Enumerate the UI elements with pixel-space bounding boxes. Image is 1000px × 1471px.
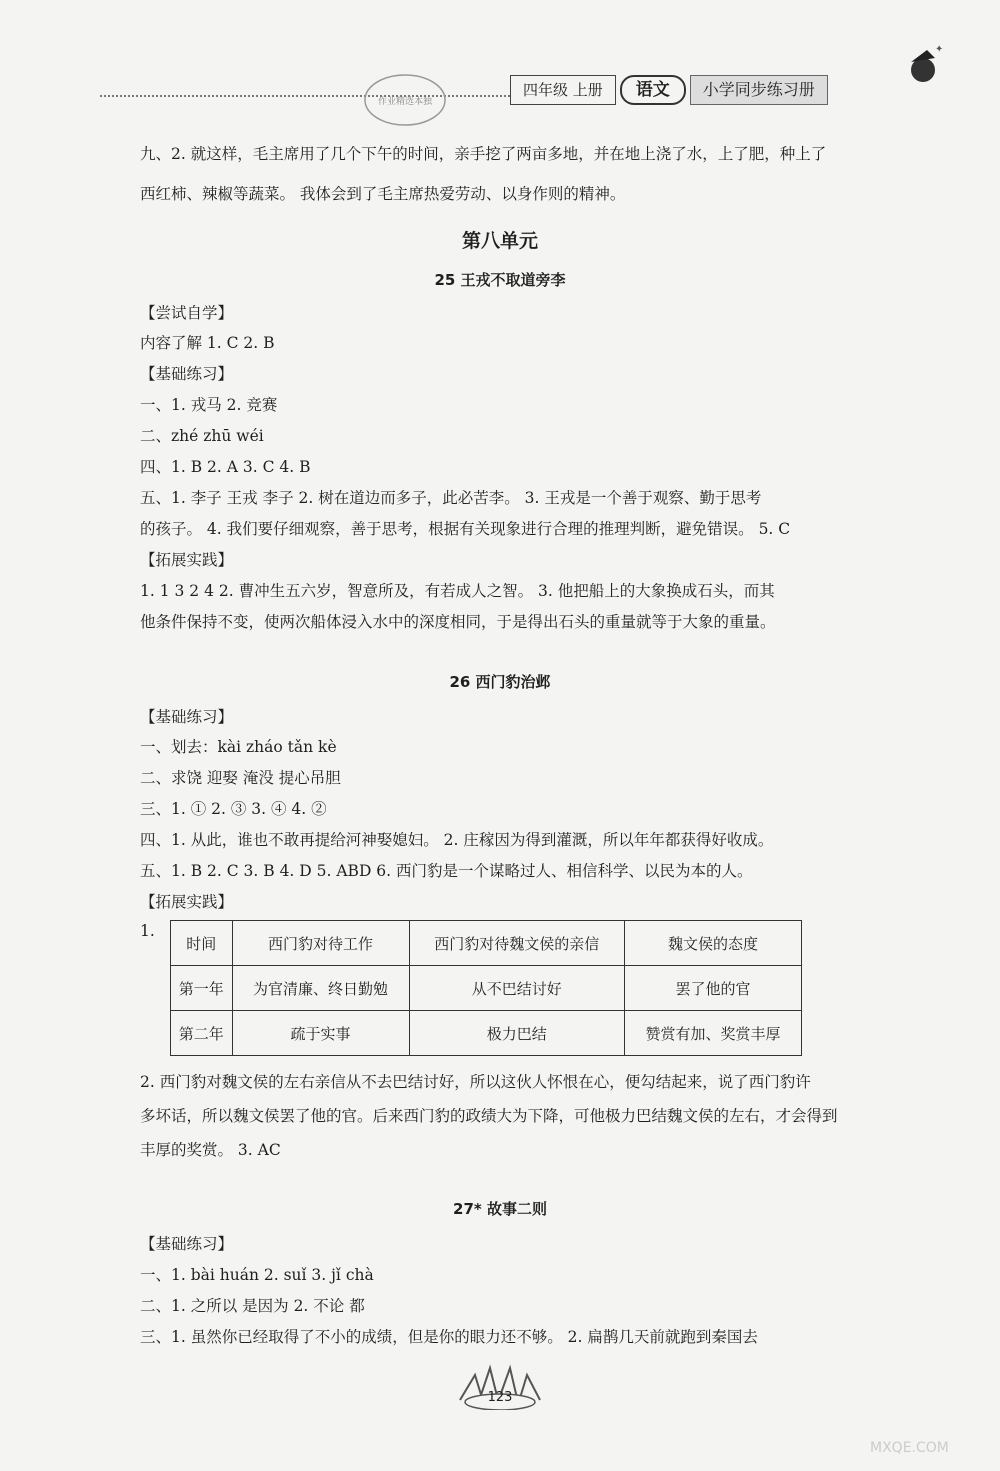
text-line: 内容了解 1. C 2. B [140, 334, 275, 352]
text-line: 二、zhé zhū wéi [140, 427, 264, 445]
text-line: 五、1. B 2. C 3. B 4. D 5. ABD 6. 西门豹是一个谋略过人、相信科学、以民为本的人。 [140, 862, 753, 880]
text-line: 一、划去：kài zháo tǎn kè [140, 738, 337, 756]
table-cell: 为官清廉、终日勤勉 [232, 966, 409, 1011]
lesson-title: 27* 故事二则 [453, 1200, 547, 1218]
text-line: 三、1. ① 2. ③ 3. ④ 4. ② [140, 800, 327, 818]
text-line: 多坏话，所以魏文侯罢了他的官。后来西门豹的政绩大为下降，可他极力巴结魏文侯的左右，才会得到 [140, 1107, 838, 1125]
table-cell: 极力巴结 [409, 1011, 624, 1056]
table-row [171, 1011, 802, 1056]
section-heading: 【拓展实践】 [140, 551, 234, 569]
table-header-cell: 西门豹对待工作 [232, 921, 409, 966]
lesson-title: 25 王戎不取道旁李 [434, 271, 566, 289]
table-header-cell: 西门豹对待魏文侯的亲信 [409, 921, 624, 966]
section-heading: 【基础练习】 [140, 365, 234, 383]
text-line: 他条件保持不变，使两次船体浸入水中的深度相同，于是得出石头的重量就等于大象的重量。 [140, 613, 776, 631]
series-label: 小学同步练习册 [690, 75, 828, 105]
section-heading: 【基础练习】 [140, 1235, 234, 1253]
stamp-icon [360, 70, 450, 130]
text-line: 1. 1 3 2 4 2. 曹冲生五六岁，智意所及，有若成人之智。 3. 他把船上的大象换成石头，而其 [140, 582, 775, 600]
page-number: 123 [487, 1390, 513, 1405]
table-cell: 从不巴结讨好 [409, 966, 624, 1011]
svg-text:✦: ✦ [935, 44, 944, 55]
text-line: 二、求饶 迎娶 淹没 提心吊胆 [140, 769, 341, 787]
header-banner [510, 74, 905, 106]
text-line: 2. 西门豹对魏文侯的左右亲信从不去巴结讨好，所以这伙人怀恨在心，便勾结起来，说了西门豹许 [140, 1073, 811, 1091]
watermark: MXQE.COM [870, 1440, 949, 1456]
section-heading: 【基础练习】 [140, 708, 234, 726]
table-cell: 疏于实事 [232, 1011, 409, 1056]
table-cell: 第二年 [171, 1011, 233, 1056]
grade-label: 四年级 上册 [510, 75, 616, 105]
table-header-cell: 时间 [171, 921, 233, 966]
text-line: 五、1. 李子 王戎 李子 2. 树在道边而多子，此必苦李。 3. 王戎是一个善于观察、勤于思考 [140, 489, 762, 507]
table-cell: 赞赏有加、奖赏丰厚 [625, 1011, 802, 1056]
text-line: 九、2. 就这样，毛主席用了几个下午的时间，亲手挖了两亩多地，并在地上浇了水，上了肥，种上了 [140, 145, 827, 163]
item-number: 1. [140, 922, 155, 940]
text-line: 的孩子。 4. 我们要仔细观察，善于思考，根据有关现象进行合理的推理判断，避免错误。 5. C [140, 520, 791, 538]
subject-label: 语文 [620, 75, 686, 105]
answer-table [170, 920, 802, 1056]
table-row [171, 966, 802, 1011]
section-heading: 【拓展实践】 [140, 893, 234, 911]
text-line: 一、1. 戎马 2. 竞赛 [140, 396, 278, 414]
lesson-title: 26 西门豹治邺 [449, 673, 551, 691]
unit-title: 第八单元 [461, 230, 538, 252]
graduate-logo-icon [905, 40, 945, 100]
text-line: 四、1. B 2. A 3. C 4. B [140, 458, 311, 476]
text-line: 西红柿、辣椒等蔬菜。 我体会到了毛主席热爱劳动、以身作则的精神。 [140, 185, 626, 203]
text-line: 三、1. 虽然你已经取得了不小的成绩，但是你的眼力还不够。 2. 扁鹊几天前就跑到秦国去 [140, 1328, 758, 1346]
section-heading: 【尝试自学】 [140, 304, 234, 322]
table-cell: 第一年 [171, 966, 233, 1011]
table-header-row [171, 921, 802, 966]
text-line: 二、1. 之所以 是因为 2. 不论 都 [140, 1297, 365, 1315]
text-line: 一、1. bài huán 2. suǐ 3. jǐ chà [140, 1266, 374, 1284]
table-cell: 罢了他的官 [625, 966, 802, 1011]
table-header-cell: 魏文侯的态度 [625, 921, 802, 966]
text-line: 丰厚的奖赏。 3. AC [140, 1141, 281, 1159]
stamp-text: 作业精选本独 [377, 97, 433, 107]
text-line: 四、1. 从此，谁也不敢再提给河神娶媳妇。 2. 庄稼因为得到灌溉，所以年年都获得好收成。 [140, 831, 774, 849]
